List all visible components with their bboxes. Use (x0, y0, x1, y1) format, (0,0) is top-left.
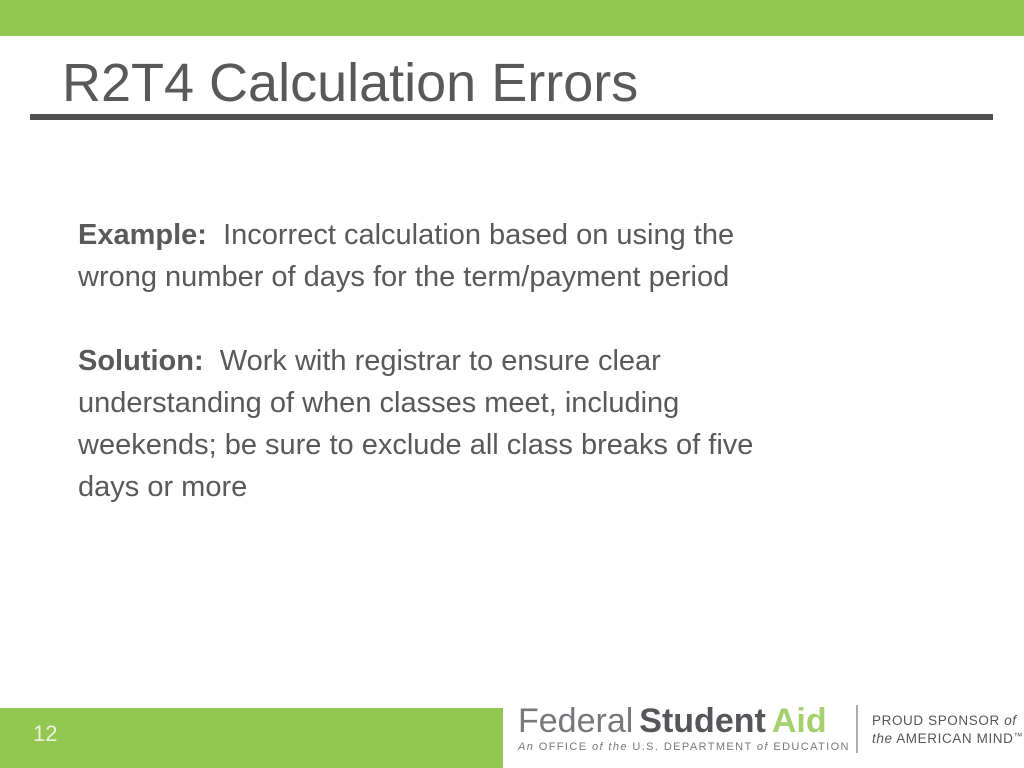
solution-label: Solution: (78, 345, 204, 377)
solution-line-1-text: Work with registrar to ensure clear (203, 345, 661, 377)
sponsor-line-1-caps: PROUD SPONSOR (872, 713, 1000, 728)
solution-line-2: understanding of when classes meet, including (78, 387, 680, 419)
example-paragraph (78, 214, 753, 298)
tagline-of-1: of (591, 741, 604, 753)
logo-tagline (518, 741, 850, 753)
proud-sponsor-text (872, 713, 1023, 746)
tagline-education: EDUCATION (773, 741, 850, 753)
sponsor-line-2-caps: AMERICAN MIND (896, 730, 1014, 746)
solution-line-1 (78, 340, 753, 382)
example-line-1 (78, 214, 753, 256)
logo-word-aid: Aid (771, 702, 827, 740)
solution-line-4: days or more (78, 471, 248, 503)
footer-accent-bar (0, 708, 503, 768)
tagline-office: OFFICE (538, 741, 588, 753)
example-label: Example: (78, 219, 207, 251)
sponsor-line-2-italic: the (872, 730, 893, 746)
slide-title: R2T4 Calculation Errors (62, 53, 639, 113)
example-line-2: wrong number of days for the term/payment period (78, 261, 730, 293)
logo-word-student: Student (639, 702, 766, 740)
federal-student-aid-logo (518, 703, 850, 753)
tagline-of-2: of (756, 741, 769, 753)
top-accent-bar (0, 0, 1024, 36)
logo-wordmark (518, 703, 850, 739)
example-line-1-text: Incorrect calculation based on using the (206, 219, 735, 251)
tagline-an: An (518, 741, 535, 753)
page-number: 12 (33, 721, 58, 746)
sponsor-line-2 (872, 729, 1023, 747)
logo-divider (856, 705, 858, 753)
logo-word-federal: Federal (518, 702, 634, 740)
tagline-us: U.S. (632, 741, 660, 753)
slide-body (78, 214, 753, 508)
trademark-symbol: ™ (1013, 730, 1023, 741)
tagline-department: DEPARTMENT (663, 741, 753, 753)
sponsor-line-1 (872, 713, 1023, 729)
sponsor-line-1-italic: of (1004, 713, 1017, 728)
solution-line-3: weekends; be sure to exclude all class breaks of five (78, 429, 754, 461)
tagline-the: the (608, 741, 628, 753)
title-underline (30, 114, 993, 120)
solution-paragraph (78, 340, 753, 508)
